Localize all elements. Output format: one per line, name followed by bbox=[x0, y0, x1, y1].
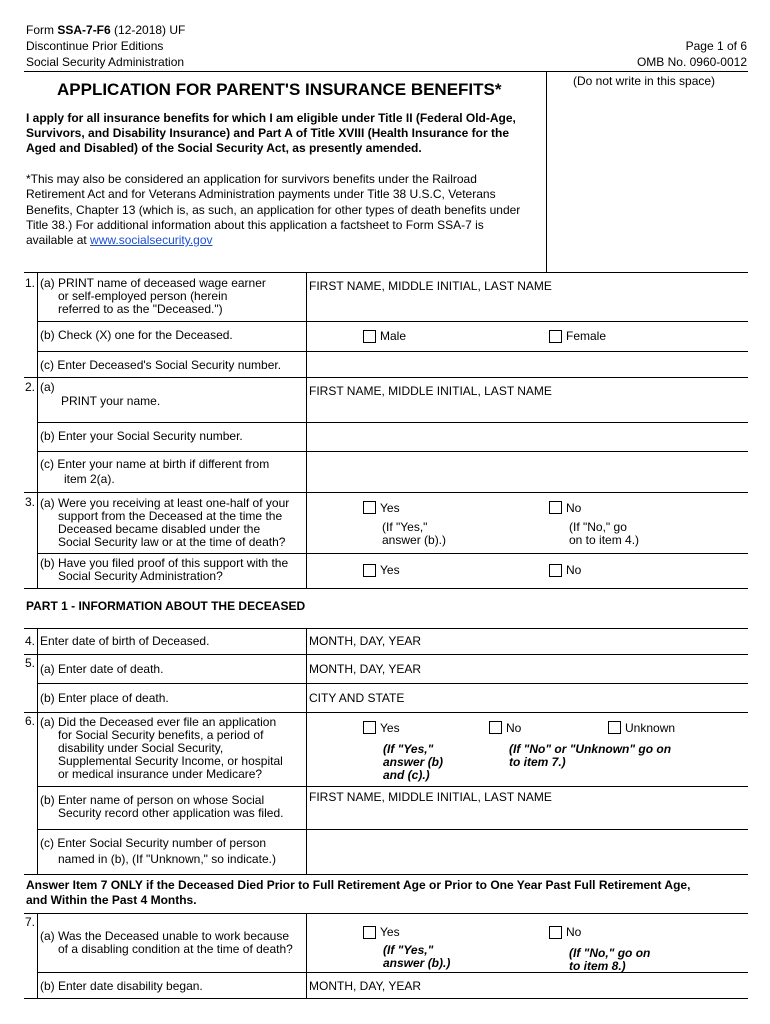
filed-no-checkbox[interactable] bbox=[489, 721, 502, 734]
item-5-number: 5. bbox=[25, 656, 36, 670]
item-2-number: 2. bbox=[25, 380, 36, 394]
item-3a-label-3: Deceased became disabled under the bbox=[58, 522, 261, 536]
support-no-note: (If "No," go bbox=[569, 520, 627, 534]
deceased-name-field[interactable] bbox=[308, 295, 746, 319]
record-holder-name-field[interactable] bbox=[308, 805, 746, 827]
disabled-yes-note-2: answer (b).) bbox=[383, 956, 451, 970]
item-3b-label-2: Social Security Administration? bbox=[58, 569, 223, 583]
item-6a-label: (a) Did the Deceased ever file an application bbox=[40, 715, 277, 729]
item-2b-label: (b) Enter your Social Security number. bbox=[40, 429, 243, 443]
female-checkbox[interactable] bbox=[549, 330, 562, 343]
filed-no-label: No bbox=[506, 721, 522, 735]
item-1a-label-2: or self-employed person (herein bbox=[58, 289, 228, 303]
dob-hint: MONTH, DAY, YEAR bbox=[309, 634, 422, 648]
deceased-dob-field[interactable] bbox=[420, 630, 746, 652]
filed-no-note: (If "No" or "Unknown" go on bbox=[509, 742, 672, 756]
item-3b-label: (b) Have you filed proof of this support with the bbox=[40, 556, 289, 570]
item-6b-label-2: Security record other application was filed. bbox=[58, 806, 284, 820]
item-2a-marker: (a) bbox=[40, 380, 55, 394]
deceased-name-hint: FIRST NAME, MIDDLE INITIAL, LAST NAME bbox=[309, 279, 552, 293]
filed-yes-label: Yes bbox=[380, 721, 400, 735]
item-6a-label-2: for Social Security benefits, a period of bbox=[58, 728, 264, 742]
item-3-number: 3. bbox=[25, 495, 36, 509]
item-1-number: 1. bbox=[25, 276, 36, 290]
deceased-ssn-field[interactable] bbox=[308, 353, 746, 375]
agency-name: Social Security Administration bbox=[26, 55, 185, 69]
male-checkbox[interactable] bbox=[363, 330, 376, 343]
your-name-hint: FIRST NAME, MIDDLE INITIAL, LAST NAME bbox=[309, 384, 552, 398]
page-title: APPLICATION FOR PARENT'S INSURANCE BENEFITS* bbox=[57, 80, 502, 99]
item-1c-label: (c) Enter Deceased's Social Security number. bbox=[40, 358, 282, 372]
filed-yes-note: (If "Yes," bbox=[383, 742, 434, 756]
item-7-instruction: Answer Item 7 ONLY if the Deceased Died Prior to Full Retirement Age or Prior to One Year Past Full Retirement Age, bbox=[26, 878, 691, 892]
place-of-death-field[interactable] bbox=[420, 685, 746, 710]
footnote-line-1: *This may also be considered an application for survivors benefits under the Railroad bbox=[26, 172, 477, 186]
filed-unknown-checkbox[interactable] bbox=[608, 721, 621, 734]
item-6a-label-4: Supplemental Security Income, or hospital bbox=[58, 754, 283, 768]
item-3a-label: (a) Were you receiving at least one-half of your bbox=[40, 496, 290, 510]
disabled-no-note-2: to item 8.) bbox=[569, 959, 626, 973]
item-6-number: 6. bbox=[25, 714, 36, 728]
support-yes-label: Yes bbox=[380, 501, 400, 515]
item-6c-label-2: named in (b), (If "Unknown," so indicate.) bbox=[58, 852, 276, 866]
record-holder-ssn-field[interactable] bbox=[308, 831, 746, 872]
omb-number: OMB No. 0960-0012 bbox=[636, 55, 747, 69]
item-6a-label-5: or medical insurance under Medicare? bbox=[58, 767, 263, 781]
item-7-number: 7. bbox=[25, 915, 36, 929]
disability-date-hint: MONTH, DAY, YEAR bbox=[309, 979, 422, 993]
do-not-write-label: (Do not write in this space) bbox=[573, 74, 716, 88]
item-6a-label-3: disability under Social Security, bbox=[58, 741, 224, 755]
discontinue-note: Discontinue Prior Editions bbox=[26, 39, 164, 53]
item-1a-label: (a) PRINT name of deceased wage earner bbox=[40, 276, 266, 290]
proof-yes-checkbox[interactable] bbox=[363, 564, 376, 577]
disabled-no-note: (If "No," go on bbox=[569, 946, 651, 960]
item-4-label: Enter date of birth of Deceased. bbox=[40, 634, 210, 648]
item-4-number: 4. bbox=[25, 634, 36, 648]
proof-no-label: No bbox=[566, 563, 582, 577]
item-7b-label: (b) Enter date disability began. bbox=[40, 979, 203, 993]
dod-hint: MONTH, DAY, YEAR bbox=[309, 662, 422, 676]
intro-line-3: Aged and Disabled) of the Social Security Act, as presently amended. bbox=[26, 141, 422, 155]
item-7a-label-2: of a disabling condition at the time of death? bbox=[58, 942, 293, 956]
place-of-death-hint: CITY AND STATE bbox=[309, 691, 405, 705]
proof-no-checkbox[interactable] bbox=[549, 564, 562, 577]
female-label: Female bbox=[566, 329, 607, 343]
item-3a-label-4: Social Security law or at the time of death? bbox=[58, 535, 286, 549]
ssa-website-link[interactable]: www.socialsecurity.gov bbox=[90, 233, 213, 247]
item-1b-label: (b) Check (X) one for the Deceased. bbox=[40, 328, 233, 342]
intro-line-1: I apply for all insurance benefits for which I am eligible under Title II (Federal Old-Age, bbox=[26, 111, 516, 125]
disabled-yes-label: Yes bbox=[380, 925, 400, 939]
page-number: Page 1 of 6 bbox=[685, 39, 747, 53]
male-label: Male bbox=[380, 329, 407, 343]
office-use-divider bbox=[546, 71, 547, 272]
footnote-line-5: available at www.socialsecurity.gov bbox=[26, 233, 213, 247]
filed-unknown-label: Unknown bbox=[625, 721, 676, 735]
item-3a-label-2: support from the Deceased at the time the bbox=[58, 509, 283, 523]
form-number: Form SSA-7-F6 (12-2018) UF bbox=[26, 23, 186, 37]
item-1a-label-3: referred to as the "Deceased.") bbox=[58, 302, 223, 316]
support-no-note-2: on to item 4.) bbox=[569, 533, 640, 547]
support-yes-note-2: answer (b).) bbox=[382, 533, 447, 547]
support-no-checkbox[interactable] bbox=[549, 501, 562, 514]
name-at-birth-field[interactable] bbox=[308, 453, 746, 490]
filed-no-note-2: to item 7.) bbox=[509, 755, 566, 769]
item-5a-label: (a) Enter date of death. bbox=[40, 662, 164, 676]
disabled-no-label: No bbox=[566, 925, 582, 939]
your-name-field[interactable] bbox=[308, 399, 746, 420]
item-7a-label: (a) Was the Deceased unable to work because bbox=[40, 929, 290, 943]
proof-yes-label: Yes bbox=[380, 563, 400, 577]
item-6b-label: (b) Enter name of person on whose Social bbox=[40, 793, 265, 807]
date-of-death-field[interactable] bbox=[420, 656, 746, 681]
item-7-instruction-2: and Within the Past 4 Months. bbox=[26, 893, 197, 907]
item-6c-label: (c) Enter Social Security number of person bbox=[40, 836, 267, 850]
footnote-line-3: Benefits, Chapter 13 (which is, as such, an application for other types of death benefits under bbox=[26, 203, 521, 217]
record-holder-name-hint: FIRST NAME, MIDDLE INITIAL, LAST NAME bbox=[309, 790, 552, 804]
disabled-no-checkbox[interactable] bbox=[549, 926, 562, 939]
support-yes-checkbox[interactable] bbox=[363, 501, 376, 514]
disabled-yes-checkbox[interactable] bbox=[363, 926, 376, 939]
part-1-heading: PART 1 - INFORMATION ABOUT THE DECEASED bbox=[26, 599, 306, 613]
intro-line-2: Survivors, and Disability Insurance) and Part A of Title XVIII (Health Insurance for the bbox=[26, 126, 509, 140]
filed-yes-note-3: and (c).) bbox=[383, 768, 430, 782]
item-2c-label-2: item 2(a). bbox=[64, 472, 115, 486]
your-ssn-field[interactable] bbox=[308, 424, 746, 449]
footnote-line-2: Retirement Act and for Veterans Administration payments under Title 38 U.S.C, Veterans bbox=[26, 187, 496, 201]
support-no-label: No bbox=[566, 501, 582, 515]
filed-yes-note-2: answer (b) bbox=[383, 755, 444, 769]
filed-yes-checkbox[interactable] bbox=[363, 721, 376, 734]
item-2c-label: (c) Enter your name at birth if different from bbox=[40, 457, 270, 471]
item-5b-label: (b) Enter place of death. bbox=[40, 691, 169, 705]
disability-date-field[interactable] bbox=[420, 974, 746, 996]
disabled-yes-note: (If "Yes," bbox=[383, 943, 434, 957]
item-2a-label: PRINT your name. bbox=[61, 394, 161, 408]
support-yes-note: (If "Yes," bbox=[382, 520, 428, 534]
footnote-line-4: Title 38.) For additional information about this application a factsheet to Form SSA-7 is bbox=[26, 218, 484, 232]
